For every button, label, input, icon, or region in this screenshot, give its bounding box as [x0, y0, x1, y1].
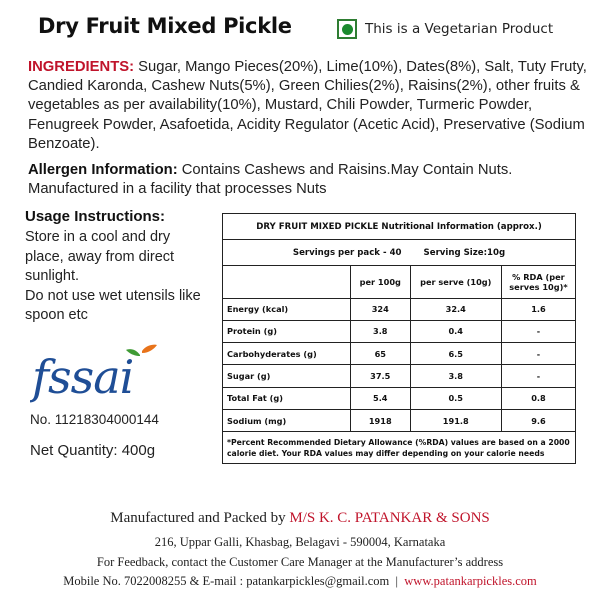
- website-link[interactable]: www.patankarpickles.com: [404, 574, 537, 588]
- net-quantity: Net Quantity: 400g: [30, 442, 156, 459]
- header-per-serve: per serve (10g): [410, 266, 501, 298]
- nutrient-name: Carbohyderates (g): [223, 343, 350, 365]
- nutrient-name: Protein (g): [223, 320, 350, 342]
- value-rda: -: [501, 320, 575, 342]
- header-per-100g: per 100g: [350, 266, 410, 298]
- company-name: M/S K. C. PATANKAR & SONS: [289, 510, 490, 526]
- feedback-line: For Feedback, contact the Customer Care Manager at the Manufacturer’s address: [96, 555, 504, 569]
- usage-instructions: [25, 228, 205, 326]
- table-row: [223, 343, 575, 365]
- nutrient-name: Sodium (mg): [223, 409, 350, 431]
- contact-line: [0, 574, 600, 589]
- value-rda: 0.8: [501, 387, 575, 409]
- fssai-logo: [30, 343, 160, 403]
- product-title: Dry Fruit Mixed Pickle: [38, 14, 292, 38]
- value-per-100g: 65: [350, 343, 410, 365]
- allergen-label: Allergen Information:: [28, 162, 178, 178]
- address-line: 216, Uppar Galli, Khasbag, Belagavi - 590004, Karnataka: [154, 535, 446, 549]
- value-per-100g: 3.8: [350, 320, 410, 342]
- table-row: [223, 320, 575, 342]
- value-per-100g: 324: [350, 298, 410, 320]
- nutrient-name: Energy (kcal): [223, 298, 350, 320]
- value-per-serve: 0.5: [410, 387, 501, 409]
- nutrition-servings: [223, 240, 575, 266]
- nutrition-title: DRY FRUIT MIXED PICKLE Nutritional Information (approx.): [223, 214, 575, 240]
- table-row: [223, 409, 575, 431]
- nutrition-table: [223, 266, 575, 432]
- value-per-100g: 37.5: [350, 365, 410, 387]
- ingredients-label: INGREDIENTS:: [28, 59, 135, 75]
- fssai-leaf-icon: [142, 345, 157, 353]
- value-rda: 1.6: [501, 298, 575, 320]
- veg-dot: [342, 24, 353, 35]
- value-rda: 9.6: [501, 409, 575, 431]
- ingredients-block: [28, 58, 596, 154]
- table-row: [223, 365, 575, 387]
- contact-info: Mobile No. 7022008255 & E-mail : patankarpickles@gmail.com |: [63, 574, 405, 588]
- manufacturer-line: [0, 510, 600, 527]
- table-row: [223, 298, 575, 320]
- value-rda: -: [501, 365, 575, 387]
- value-per-100g: 1918: [350, 409, 410, 431]
- value-rda: -: [501, 343, 575, 365]
- serving-size: Serving Size:10g: [423, 247, 506, 258]
- veg-badge-text: This is a Vegetarian Product: [365, 21, 554, 37]
- nutrition-panel: [222, 213, 576, 464]
- header-nutrient: [223, 266, 350, 298]
- servings-per-pack: Servings per pack - 40: [292, 247, 402, 258]
- value-per-serve: 3.8: [410, 365, 501, 387]
- vegetarian-icon: [337, 19, 357, 39]
- fssai-logo-text: fssai: [32, 350, 134, 403]
- ingredients-text: Sugar, Mango Pieces(20%), Lime(10%), Dates(8%), Salt, Tuty Fruty, Candied Karonda, Cashew Nuts(5%), Green Chilies(2%), Raisins(2%), other fruits & vegetables as per availability(10%), Mustard, Chili Powder, Turmeric Powder, Fenugreek Powder, Asafoetida, Acidity Regulator (Acetic Acid), Preservative (Sodium Benzoate).: [28, 59, 587, 152]
- nutrient-name: Total Fat (g): [223, 387, 350, 409]
- usage-line-storage: Store in a cool and dry place, away from direct sunlight.: [25, 229, 175, 284]
- table-row: [223, 387, 575, 409]
- nutrient-name: Sugar (g): [223, 365, 350, 387]
- usage-title: Usage Instructions:: [25, 208, 166, 225]
- fssai-license-number: No. 11218304000144: [30, 412, 159, 427]
- allergen-text: Contains Cashews and Raisins.May Contain Nuts. Manufactured in a facility that processes Nuts: [28, 162, 513, 198]
- veg-badge: [337, 19, 553, 39]
- value-per-serve: 6.5: [410, 343, 501, 365]
- value-per-100g: 5.4: [350, 387, 410, 409]
- rda-footnote: *Percent Recommended Dietary Allowance (%RDA) values are based on a 2000 calorie diet. Your RDA values may differ depending on your calorie needs: [227, 438, 570, 459]
- header-rda: % RDA (per serves 10g)*: [501, 266, 575, 298]
- value-per-serve: 0.4: [410, 320, 501, 342]
- manufacturer-prefix: Manufactured and Packed by: [110, 510, 290, 526]
- nutrition-header-row: [223, 266, 575, 298]
- value-per-serve: 32.4: [410, 298, 501, 320]
- usage-line-utensils: Do not use wet utensils like spoon etc: [25, 287, 201, 323]
- allergen-block: [28, 161, 596, 199]
- value-per-serve: 191.8: [410, 409, 501, 431]
